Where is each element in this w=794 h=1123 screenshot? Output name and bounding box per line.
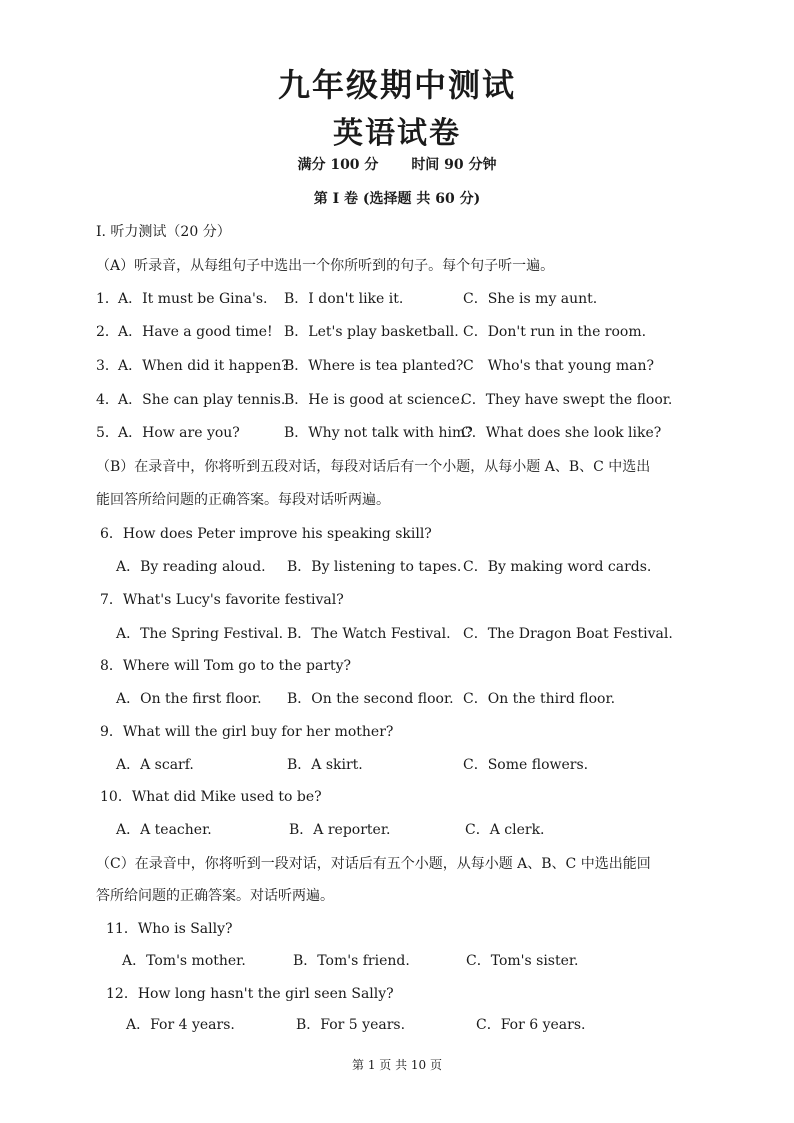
section-heading: Ⅰ. 听力测试（20 分） [96,224,231,240]
option-b: B．I don't like it. [284,291,404,307]
option-b: B．Tom's friend. [293,953,410,969]
page-footer: 第 1 页 共 10 页 [352,1058,442,1072]
option-c: C．They have swept the floor. [461,392,673,408]
option-a: A．Tom's mother. [122,953,246,969]
option-c: C．A clerk. [465,822,545,838]
option-c: C．Some flowers. [463,757,589,773]
part-b-instruction: （B）在录音中，你将听到五段对话，每段对话后有一个小题，从每小题 A、B、C 中选出 [96,459,651,475]
question-text: 9．What will the girl buy for her mother? [100,724,394,740]
option-c: C．On the third floor. [463,691,616,707]
option-a: A．How are you? [118,425,240,441]
option-c: C．The Dragon Boat Festival. [463,626,673,642]
exam-title: 九年级期中测试 [277,66,516,104]
option-c: C．Don't run in the room. [463,324,647,340]
part-b-instruction-cont: 能回答所给问题的正确答案。每段对话听两遍。 [96,492,390,508]
question-number: 4． [96,392,119,408]
option-b: B．Let's play basketball. [284,324,459,340]
option-a: A．The Spring Festival. [116,626,284,642]
part-a-instruction: （A）听录音，从每组句子中选出一个你所听到的句子。每个句子听一遍。 [96,258,555,274]
option-a: A．It must be Gina's. [118,291,268,307]
option-c: C．She is my aunt. [463,291,598,307]
question-number: 5． [96,425,119,441]
question-text: 6．How does Peter improve his speaking skill? [100,526,432,542]
question-number: 2． [96,324,119,340]
option-a: A．By reading aloud. [116,559,266,575]
option-c: C Who's that young man? [463,358,655,374]
part-c-instruction-cont: 答所给问题的正确答案。对话听两遍。 [96,888,334,904]
option-c: C．Tom's sister. [466,953,579,969]
question-text: 11．Who is Sally? [106,921,233,937]
option-a: A．A teacher. [116,822,212,838]
option-b: B．On the second floor. [287,691,454,707]
option-a: A．On the first floor. [116,691,262,707]
option-c: C．For 6 years. [476,1017,586,1033]
question-number: 3． [96,358,119,374]
exam-subtitle: 英语试卷 [333,116,461,151]
option-c: C．By making word cards. [463,559,652,575]
option-b: B．A skirt. [287,757,363,773]
question-text: 8．Where will Tom go to the party? [100,658,352,674]
time-limit: 时间 90 分钟 [411,157,497,173]
exam-info [0,154,794,174]
option-a: A．She can play tennis. [118,392,286,408]
question-number: 1． [96,291,119,307]
option-b: B．The Watch Festival. [287,626,451,642]
option-a: A．A scarf. [116,757,194,773]
option-b: B．He is good at science. [284,392,465,408]
option-b: B．Why not talk with him? [284,425,473,441]
question-text: 7．What's Lucy's favorite festival? [100,592,344,608]
question-text: 10．What did Mike used to be? [100,789,322,805]
option-b: B．Where is tea planted? [284,358,464,374]
option-a: A．When did it happen? [118,358,289,374]
question-text: 12．How long hasn't the girl seen Sally? [106,986,394,1002]
option-a: A．For 4 years. [126,1017,235,1033]
option-b: B．By listening to tapes. [287,559,462,575]
option-a: A．Have a good time! [118,324,273,340]
part-c-instruction: （C）在录音中，你将听到一段对话，对话后有五个小题，从每小题 A、B、C 中选出能回 [96,856,651,872]
full-score: 满分 100 分 [297,157,379,173]
option-b: B．A reporter. [289,822,391,838]
part-heading: 第 Ⅰ 卷 (选择题 共 60 分) [313,191,481,207]
option-b: B．For 5 years. [296,1017,406,1033]
option-c: C．What does she look like? [461,425,662,441]
